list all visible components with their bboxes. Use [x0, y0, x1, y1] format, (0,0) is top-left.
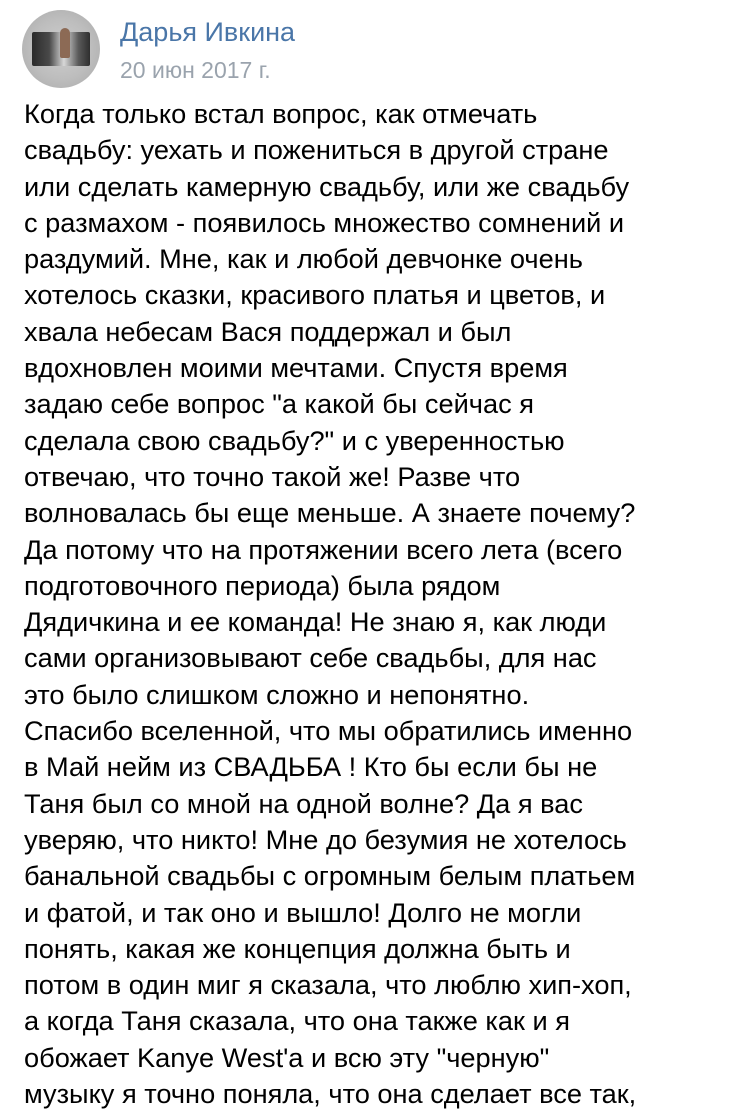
post-text-line: сделала свою свадьбу?" и с уверенностью	[24, 424, 565, 456]
post-text-line: с размахом - появилось множество сомнений и	[24, 206, 625, 238]
post-text-line: уверяю, что никто! Мне до безумия не хотелось	[24, 823, 627, 855]
post-text-line: волновалась бы еще меньше. А знаете почему?	[24, 497, 636, 529]
avatar-photo-figure	[60, 28, 70, 58]
post-text-line: раздумий. Мне, как и любой девчонке очень	[24, 243, 583, 275]
post-text-line: понять, какая же концепция должна быть и	[24, 932, 571, 964]
author-name-link[interactable]: Дарья Ивкина	[120, 17, 296, 47]
post-text-line: хвала небесам Вася поддержал и был	[24, 315, 512, 347]
post-text-line: вдохновлен моими мечтами. Спустя время	[24, 352, 568, 384]
post-text-line: подготовочного периода) была рядом	[24, 569, 501, 601]
post-text-line: Дядичкина и ее команда! Не знаю я, как люди	[24, 606, 607, 638]
post-text-line: отвечаю, что точно такой же! Разве что	[24, 460, 521, 492]
post-text-line: сами организовывают себе свадьбы, для нас	[24, 642, 597, 674]
post-text-line: или сделать камерную свадьбу, или же свадьбу	[24, 170, 630, 202]
post-text-line: хотелось сказки, красивого платья и цветов, и	[24, 279, 606, 311]
avatar[interactable]	[22, 10, 100, 88]
post-text-line: Спасибо вселенной, что мы обратились именно	[24, 715, 633, 747]
post-text-line: Да потому что на протяжении всего лета (всего	[24, 533, 623, 565]
post-text-line: а когда Таня сказала, что она также как и я	[24, 1005, 570, 1037]
post-text-line: Когда только встал вопрос, как отмечать	[24, 98, 538, 129]
post-text-line: обожает Kanye West'a и всю эту "черную"	[24, 1041, 550, 1073]
post-text	[24, 96, 734, 1112]
post-text-line: в Май нейм из СВАДЬБА ! Кто бы если бы не	[24, 751, 598, 783]
post-text-line: Таня был со мной на одной волне? Да я вас	[24, 787, 583, 819]
post-text-line: задаю себе вопрос "а какой бы сейчас я	[24, 388, 534, 420]
post-date[interactable]: 20 июн 2017 г.	[120, 57, 271, 83]
post-header	[22, 10, 722, 88]
post-text-line: потом в один миг я сказала, что люблю хип-хоп,	[24, 969, 632, 1001]
post-text-line: банальной свадьбы с огромным белым платьем	[24, 860, 636, 892]
post-text-line: музыку я точно поняла, что она сделает все так,	[24, 1078, 637, 1110]
post-text-line: это было слишком сложно и непонятно.	[24, 678, 530, 710]
post-text-line: свадьбу: уехать и пожениться в другой стране	[24, 134, 609, 166]
post-text-line: и фатой, и так оно и вышло! Долго не могли	[24, 896, 582, 928]
